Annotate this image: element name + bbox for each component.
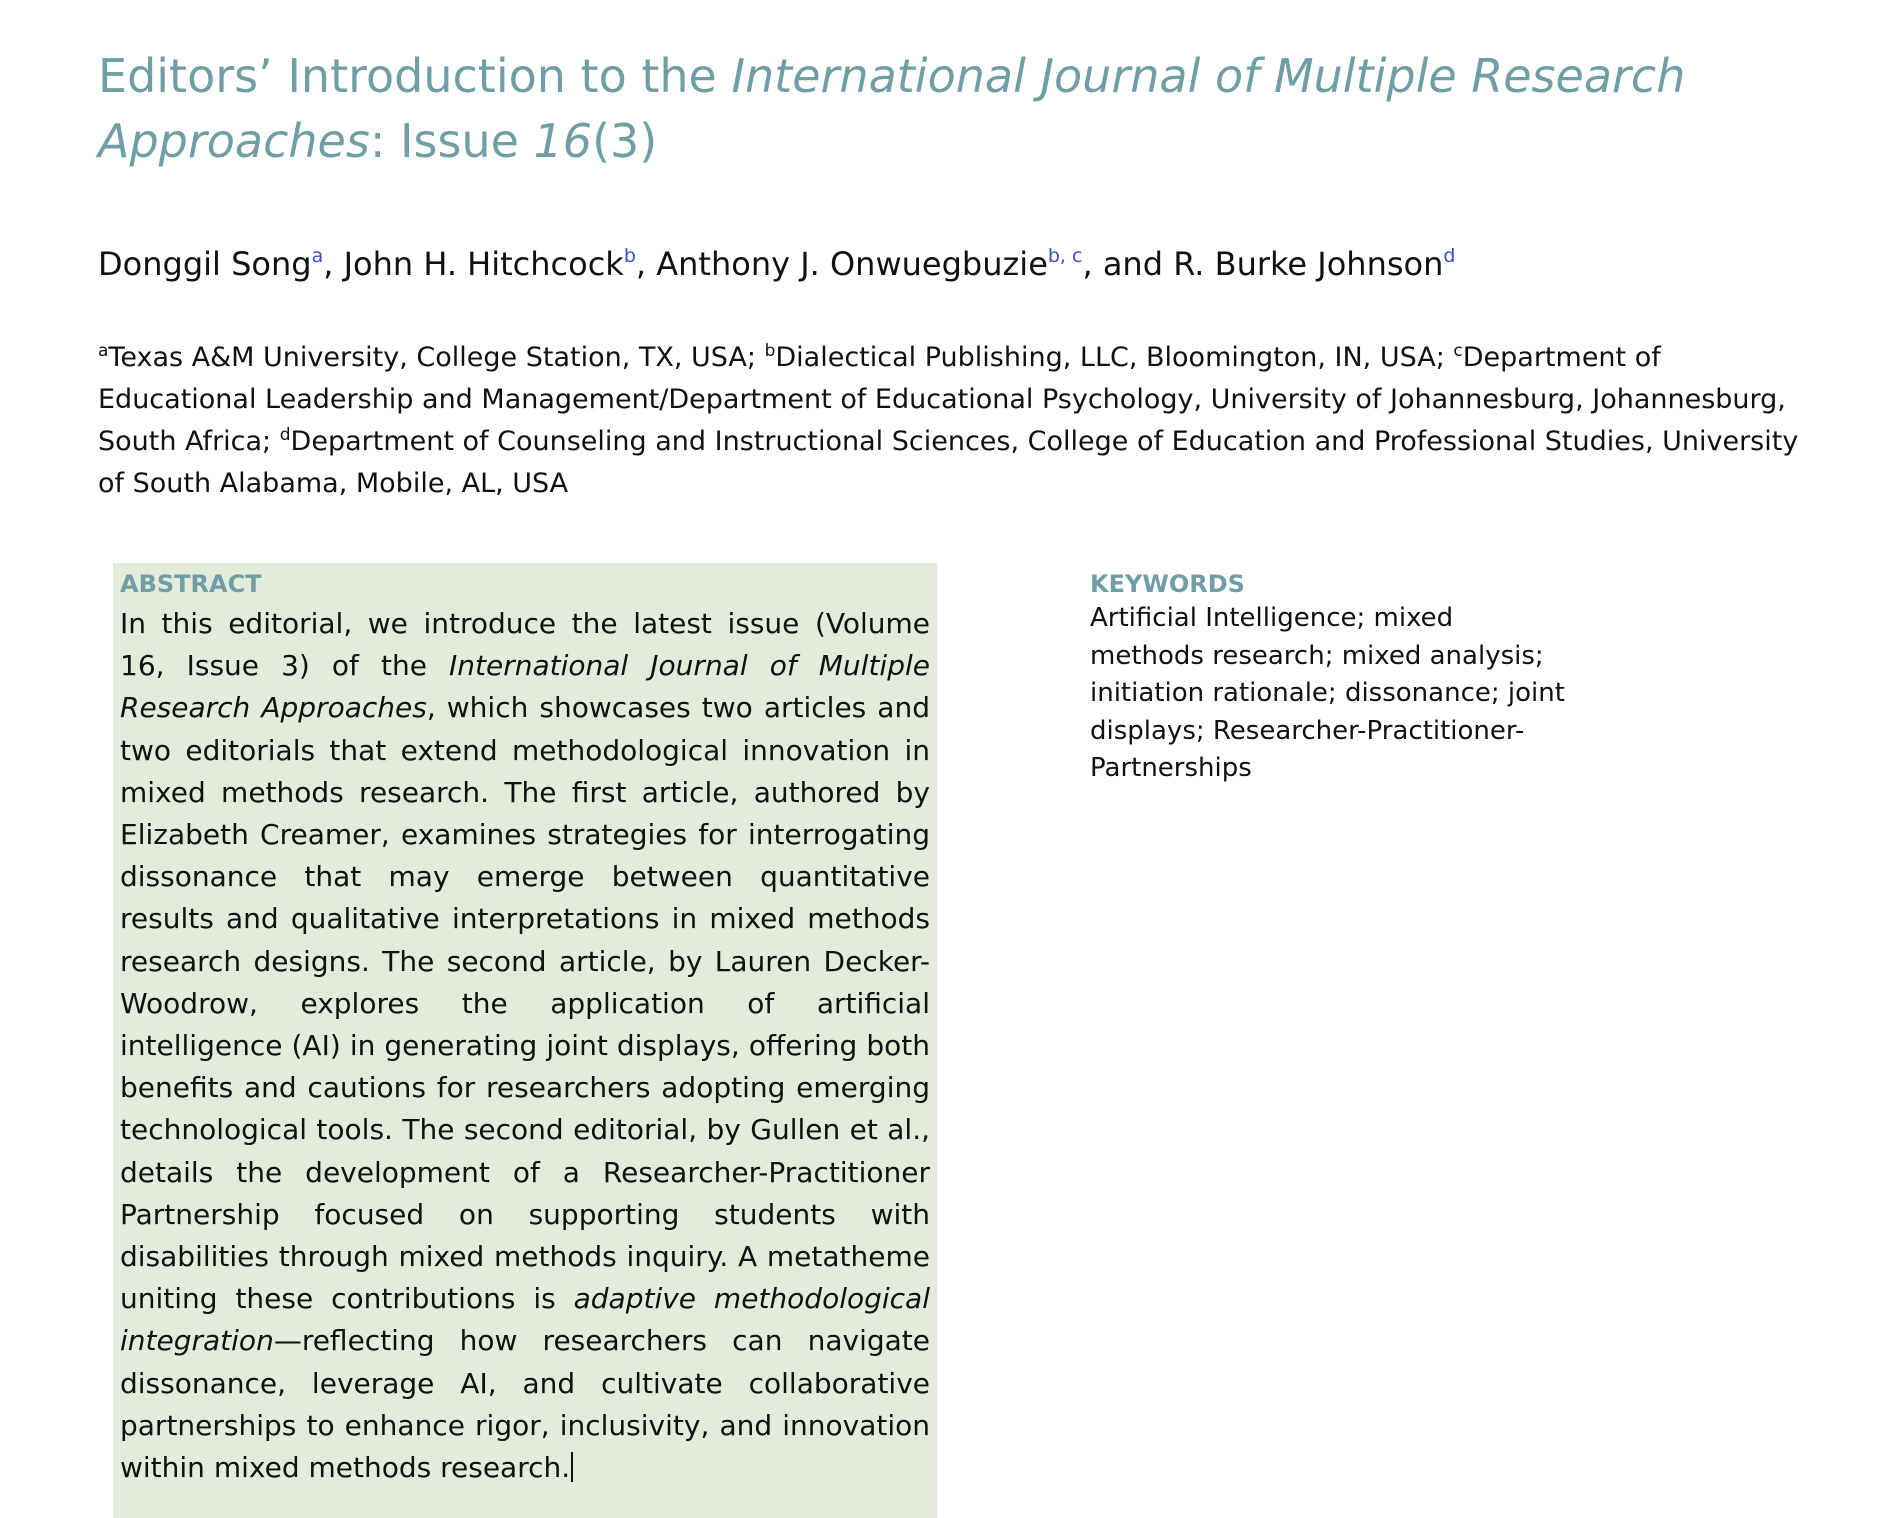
author-affiliation-mark: b, c bbox=[1047, 245, 1083, 267]
author-affiliation-mark: d bbox=[1443, 245, 1456, 267]
author-name: John H. Hitchcock bbox=[343, 245, 624, 283]
abstract-text[interactable] bbox=[120, 603, 930, 1489]
author-affiliation-mark: a bbox=[311, 245, 324, 267]
affiliation-mark: a bbox=[98, 341, 109, 361]
affiliation-mark: b bbox=[764, 341, 776, 361]
author-name: Donggil Song bbox=[98, 245, 312, 283]
title-volume: 16 bbox=[533, 114, 593, 168]
affiliation-text: Department of Educational Leadership and Management/Department of Educational Psychology, University of Johannesburg, Johannesburg, South Africa; bbox=[98, 342, 1786, 457]
affiliation-text: Department of Counseling and Instructional Sciences, College of Education and Professional Studies, University of South Alabama, Mobile, AL, USA bbox=[98, 426, 1799, 499]
abstract-text-part1: In this editorial, we introduce the latest issue (Volume 16, Issue 3) of the bbox=[120, 607, 930, 683]
author-affiliation-mark: b bbox=[623, 245, 636, 267]
author-separator: , bbox=[323, 245, 344, 283]
author-name: R. Burke Johnson bbox=[1173, 245, 1444, 283]
keywords-heading: KEYWORDS bbox=[1090, 570, 1245, 598]
abstract-heading: ABSTRACT bbox=[120, 570, 262, 598]
title-part1: Editors’ Introduction to the bbox=[98, 49, 732, 103]
author-separator: , and bbox=[1082, 245, 1174, 283]
title-issue: (3) bbox=[592, 114, 658, 168]
affiliation-text: Dialectical Publishing, LLC, Bloomington, IN, USA; bbox=[775, 342, 1454, 373]
author-name: Anthony J. Onwuegbuzie bbox=[656, 245, 1048, 283]
abstract-metatheme: adaptive methodological integration bbox=[120, 1282, 930, 1358]
abstract-box bbox=[113, 563, 937, 1518]
abstract-journal-name: International Journal of Multiple Research Approaches bbox=[120, 649, 930, 725]
affiliation-mark: d bbox=[279, 425, 291, 445]
text-cursor bbox=[571, 1452, 573, 1482]
affiliations bbox=[98, 337, 1813, 505]
abstract-text-part2: , which showcases two articles and two editorials that extend methodological innovation in mixed methods research. The first article, authored by Elizabeth Creamer, examines strategies for interrogating dissonance that may emerge between quantitative results and qualitative interpretations in mixed methods research designs. The second article, by Lauren Decker-Woodrow, explores the application of artificial intelligence (AI) in generating joint displays, offering both benefits and cautions for researchers adopting emerging technological tools. The second editorial, by Gullen et al., details the development of a Researcher-Practitioner Partnership focused on supporting students with disabilities through mixed methods inquiry. A metatheme uniting these contributions is bbox=[120, 691, 930, 1316]
author-separator: , bbox=[635, 245, 657, 283]
author-list bbox=[98, 242, 1818, 286]
keywords-text: Artificial Intelligence; mixed methods research; mixed analysis; initiation rationale; dissonance; joint displays; Researcher-Practitioner-Partnerships bbox=[1090, 603, 1565, 783]
affiliation-text: Texas A&M University, College Station, TX, USA; bbox=[108, 342, 765, 373]
abstract-text-part3: —reflecting how researchers can navigate dissonance, leverage AI, and cultivate collaborative partnerships to enhance rigor, inclusivity, and innovation within mixed methods research. bbox=[120, 1324, 930, 1485]
title-journal-name: International Journal of Multiple Research Approaches bbox=[98, 49, 1686, 168]
paper-title bbox=[98, 44, 1818, 174]
title-part2: : Issue bbox=[369, 114, 534, 168]
affiliation-mark: c bbox=[1453, 341, 1463, 361]
